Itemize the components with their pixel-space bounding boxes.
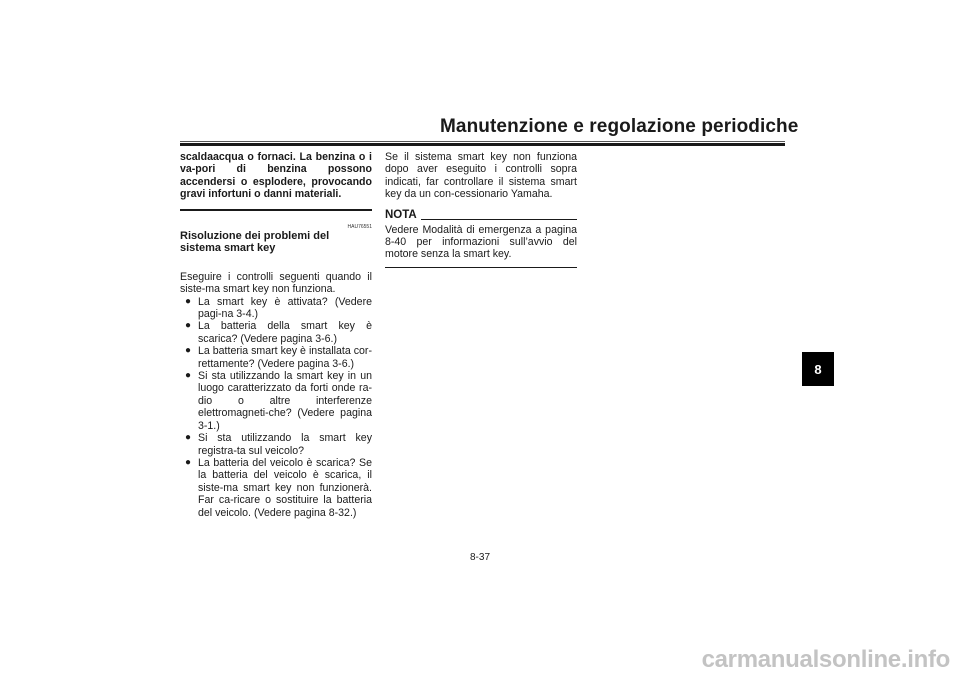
- list-item-text: La batteria del veicolo è scarica? Se la batteria del veicolo è scarica, il siste-ma smart key non funzionerà. Far ca-ricare o sostituire la batteria del veicolo. (Vedere pagina 8-32.): [198, 456, 372, 519]
- list-item: [180, 432, 372, 457]
- left-column: [180, 151, 372, 519]
- page-number: 8-37: [469, 552, 490, 563]
- warning-end-rule: [180, 209, 372, 211]
- note-label: NOTA: [385, 208, 417, 221]
- section-intro: Eseguire i controlli seguenti quando il siste-ma smart key non funziona.: [180, 270, 372, 296]
- list-item-text: La smart key è attivata? (Vedere pagi-na 3-4.): [198, 295, 372, 321]
- note-header: [385, 209, 577, 222]
- bullet-icon: ●: [185, 345, 192, 357]
- header-rule-thick: [180, 143, 785, 146]
- list-item-text: La batteria della smart key è scarica? (Vedere pagina 3-6.): [198, 320, 372, 345]
- bullet-icon: ●: [185, 456, 192, 468]
- note-text: Vedere Modalità di emergenza a pagina 8-40 per informazioni sull’avvio del motore senza la smart key.: [385, 223, 577, 261]
- page-title: Manutenzione e regolazione periodiche: [440, 116, 799, 137]
- warning-continuation: scaldaacqua o fornaci. La benzina o i va-pori di benzina possono accendersi o esplodere, provocando gravi infortuni o danni materiali.: [180, 151, 372, 201]
- section-title: Risoluzione dei problemi del sistema smart key: [180, 229, 330, 255]
- list-item: [180, 320, 372, 345]
- list-item-text: Si sta utilizzando la smart key in un luogo caratterizzato da forti onde ra-dio o altre interferenze elettromagneti-che? (Vedere pagina 3-1.): [198, 370, 372, 432]
- list-item-text: La batteria smart key è installata cor-rettamente? (Vedere pagina 3-6.): [198, 345, 372, 370]
- list-item: [180, 296, 372, 321]
- note-header-rule: [421, 219, 577, 220]
- watermark: carmanualsonline.info: [701, 646, 950, 673]
- bullet-icon: ●: [185, 295, 192, 307]
- chapter-tab: 8: [802, 352, 834, 386]
- bullet-icon: ●: [185, 432, 192, 444]
- list-item: [180, 345, 372, 370]
- right-column: [385, 151, 577, 268]
- list-item: [180, 457, 372, 519]
- list-item: [180, 370, 372, 432]
- bullet-icon: ●: [185, 370, 192, 382]
- list-item-text: Si sta utilizzando la smart key registra-ta sul veicolo?: [198, 432, 372, 457]
- header-rule-thin: [180, 141, 785, 142]
- section-code: HAU76551: [347, 223, 372, 230]
- check-list: [180, 296, 372, 519]
- note-end-rule: [385, 267, 577, 268]
- followup-paragraph: Se il sistema smart key non funziona dopo aver eseguito i controlli sopra indicati, far controllare il sistema smart key da un con-cessionario Yamaha.: [385, 151, 577, 201]
- bullet-icon: ●: [185, 320, 192, 332]
